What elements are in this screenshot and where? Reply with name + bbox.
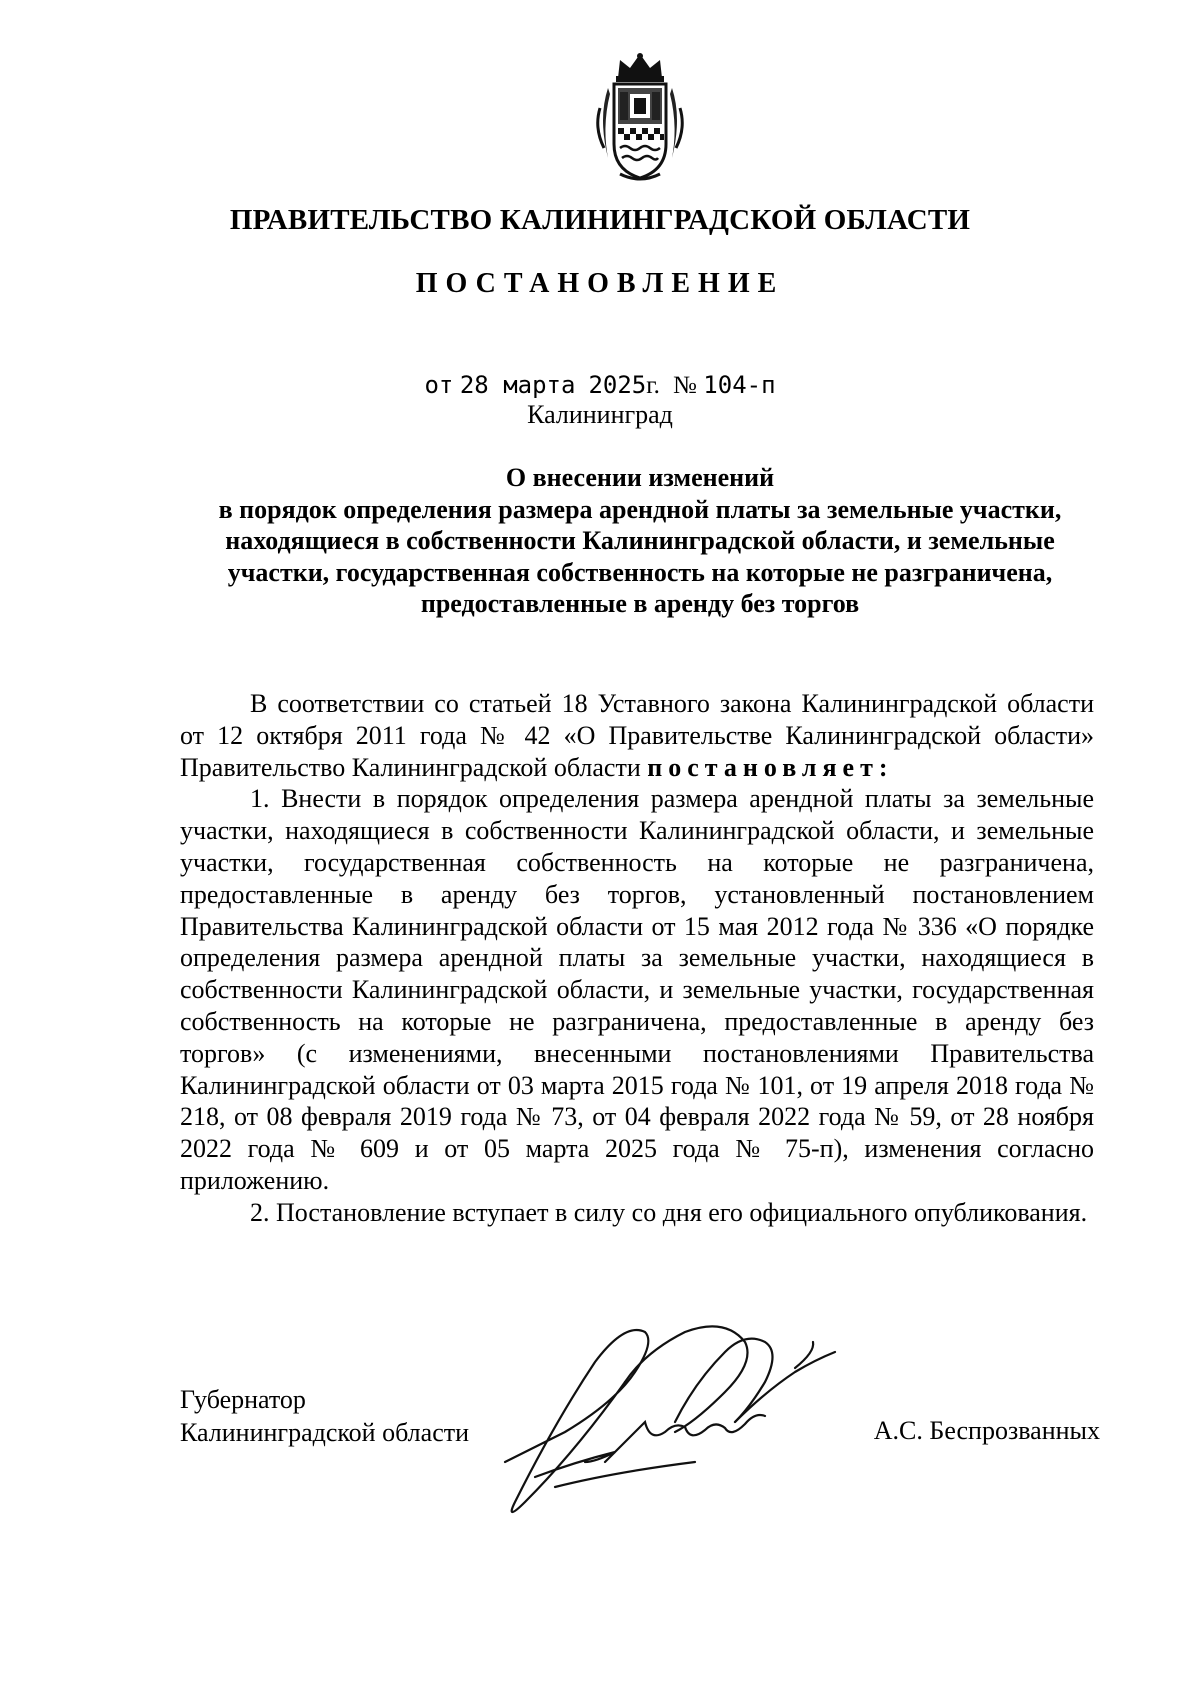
document-body — [180, 688, 1094, 1229]
document-type-title: ПОСТАНОВЛЕНИЕ — [415, 268, 785, 299]
date-number-line — [0, 370, 1200, 400]
date-prefix: от — [424, 371, 454, 399]
clause-2-paragraph: 2. Постановление вступает в силу со дня его официального опубликования. — [250, 1197, 1088, 1227]
document-city: Калининград — [527, 400, 673, 429]
year-suffix: г. — [646, 372, 660, 399]
document-date: 28 марта — [459, 371, 576, 399]
preamble-text: В соответствии со статьей 18 Уставного закона Калининградской области от 12 октября 2011 года № 42 «О Правительстве Калининградской области» Правительство Калининградской области — [180, 689, 1094, 782]
position-line: Калининградской области — [180, 1418, 470, 1447]
clause-1-paragraph: 1. Внести в порядок определения размера арендной платы за земельные участки, находящиеся в собственности Калининградской области, и земельные участки, государственная собственность на которые не разграничена, предоставленные в аренду без торгов, установленный постановлением Правительства Калининградской области от 15 мая 2012 года № 336 «О порядке определения размера арендной платы за земельные участки, находящиеся в собственности Калининградской области, и земельные участки, государственная собственность на которые не разграничена, предоставленные в аренду без торгов» (с изменениями, внесенными постановлениями Правительства Калининградской области от 03 марта 2015 года № 101, от 19 апреля 2018 года № 218, от 08 февраля 2019 года № 73, от 04 февраля 2022 года № 59, от 28 ноября 2022 года № 609 и от 05 марта 2025 года № 75-п), изменения согласно приложению. — [180, 784, 1094, 1195]
document-year: 2025 — [588, 371, 647, 399]
subject-line: находящиеся в собственности Калининградской области, и земельные — [225, 526, 1055, 555]
preamble-paragraph — [180, 688, 1094, 783]
subject-line: участки, государственная собственность на которые не разграничена, — [227, 557, 1053, 587]
document-subject — [190, 462, 1090, 620]
handwritten-signature — [495, 1312, 885, 1532]
coat-of-arms-emblem — [590, 48, 690, 184]
number-sign: № — [672, 372, 697, 399]
subject-line: О внесении изменений — [505, 463, 775, 492]
signatory-position — [180, 1383, 469, 1449]
subject-line: в порядок определения размера арендной платы за земельные участки, — [218, 494, 1062, 524]
resolves-word: постановляет: — [647, 752, 894, 782]
signatory-name: А.С. Беспрозванных — [873, 1416, 1100, 1445]
government-title: ПРАВИТЕЛЬСТВО КАЛИНИНГРАДСКОЙ ОБЛАСТИ — [229, 204, 971, 236]
subject-line: предоставленные в аренду без торгов — [420, 589, 860, 618]
document-number: 104-п — [703, 371, 776, 399]
position-line: Губернатор — [180, 1385, 306, 1414]
